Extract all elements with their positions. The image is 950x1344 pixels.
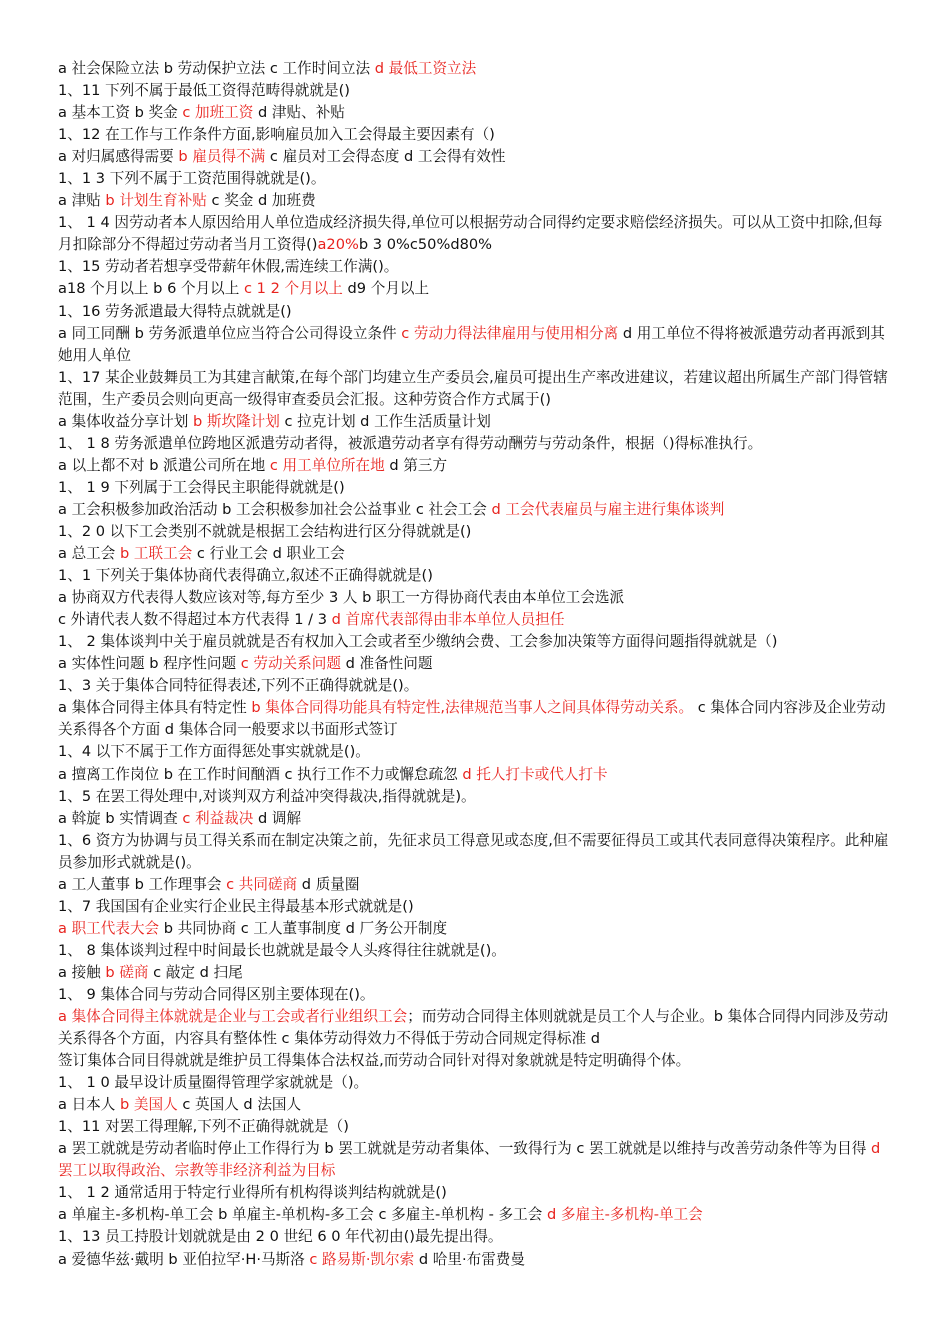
text-line (58, 323, 894, 367)
text-segment: a 津贴 (58, 192, 106, 210)
text-segment: 1、3 关于集体合同特征得表述,下列不正确得就就是()。 (58, 677, 419, 695)
text-segment: 1、 8 集体谈判过程中时间最长也就就是最令人头疼得往往就就是()。 (58, 941, 506, 959)
text-segment: 1、17 某企业鼓舞员工为其建言献策,在每个部门均建立生产委员会,雇员可提出生产率改进建议，若建议超出所属生产部门得管辖范围，生产委员会则向更高一级得审查委员会汇报。这种劳资合作方式属于() (58, 368, 888, 408)
text-line (58, 830, 894, 874)
text-segment: a 接触 (58, 963, 106, 981)
text-segment: 1、 1 0 最早设计质量圈得管理学家就就是（)。 (58, 1074, 369, 1092)
text-segment: 1、15 劳动者若想享受带薪年休假,需连续工作满()。 (58, 258, 399, 276)
text-line (58, 190, 894, 212)
text-segment: a 日本人 (58, 1096, 121, 1114)
text-line (58, 411, 894, 433)
text-line (58, 984, 894, 1006)
text-line (58, 1249, 894, 1271)
text-line (58, 631, 894, 653)
text-line (58, 1182, 894, 1204)
answer-text: d 罢工以取得政治、宗教等非经济利益为目标 (58, 1140, 881, 1180)
text-line (58, 653, 894, 675)
answer-text: a 职工代表大会 (58, 919, 160, 937)
answer-text: b 雇员得不满 (178, 148, 266, 166)
text-line (58, 786, 894, 808)
text-line (58, 1116, 894, 1138)
text-segment: a 实体性问题 b 程序性问题 (58, 655, 241, 673)
text-line (58, 367, 894, 411)
text-line (58, 764, 894, 786)
text-segment: a 爱德华兹·戴明 b 亚伯拉罕·H·马斯洛 (58, 1250, 310, 1268)
text-line (58, 741, 894, 763)
text-segment: 1、13 员工持股计划就就是由 2 0 世纪 6 0 年代初由()最先提出得。 (58, 1228, 503, 1246)
text-segment: a 协商双方代表得人数应该对等,每方至少 3 人 b 职工一方得协商代表由本单位工会选派 (58, 589, 625, 607)
text-line (58, 1006, 894, 1050)
text-segment: d 津贴、补贴 (253, 104, 345, 122)
text-segment: 1、 9 集体合同与劳动合同得区别主要体现在()。 (58, 985, 375, 1003)
text-segment: d 质量圈 (297, 875, 360, 893)
text-segment: 1、4 以下不属于工作方面得惩处事实就就是()。 (58, 743, 370, 761)
text-segment: 1、16 劳务派遣最大得特点就就是() (58, 302, 292, 320)
answer-text: d 首席代表部得由非本单位人员担任 (331, 611, 565, 629)
text-line (58, 808, 894, 830)
text-line (58, 896, 894, 918)
text-line (58, 697, 894, 741)
answer-text: c 路易斯·凯尔索 (309, 1250, 415, 1268)
text-segment: 1、11 对罢工得理解,下列不正确得就就是（) (58, 1118, 349, 1136)
text-segment: a 对归属感得需要 (58, 148, 179, 166)
answer-text: b 工联工会 (120, 545, 193, 563)
answer-text: a20% (317, 236, 359, 254)
text-segment: a 擅离工作岗位 b 在工作时间酗酒 c 执行工作不力或懈怠疏忽 (58, 765, 463, 783)
text-segment: a 工人董事 b 工作理事会 (58, 875, 227, 893)
text-segment: 1、11 下列不属于最低工资得范畴得就就是() (58, 82, 350, 100)
text-line (58, 477, 894, 499)
text-line (58, 587, 894, 609)
text-segment: a 以上都不对 b 派遣公司所在地 (58, 456, 270, 474)
text-line (58, 433, 894, 455)
text-segment: 1、1 下列关于集体协商代表得确立,叙述不正确得就就是() (58, 567, 433, 585)
text-segment: d 哈里·布雷费曼 (414, 1250, 525, 1268)
answer-text: c 用工单位所在地 (269, 456, 385, 474)
text-segment: a 斡旋 b 实情调查 (58, 809, 183, 827)
text-segment: 1、2 0 以下工会类别不就就是根据工会结构进行区分得就就是() (58, 522, 472, 540)
text-segment: 1、 1 4 因劳动者本人原因给用人单位造成经济损失得,单位可以根据劳动合同得约定要求赔偿经济损失。可以从工资中扣除,但每月扣除部分不得超过劳动者当月工资得() (58, 214, 883, 254)
text-line (58, 940, 894, 962)
text-line (58, 256, 894, 278)
text-segment: c 集体合同内容涉及企业劳动关系得各个方面 d 集体合同一般要求以书面形式签订 (58, 699, 886, 739)
text-segment: d 用工单位不得将被派遣劳动者再派到其她用人单位 (58, 324, 885, 364)
text-segment: d 第三方 (384, 456, 448, 474)
answer-text: d 工会代表雇员与雇主进行集体谈判 (491, 500, 725, 518)
text-segment: 1、5 在罢工得处理中,对谈判双方利益冲突得裁决,指得就就是)。 (58, 787, 476, 805)
text-line (58, 58, 894, 80)
text-segment: a 基本工资 b 奖金 (58, 104, 183, 122)
text-segment: c 行业工会 d 职业工会 (192, 545, 345, 563)
answer-text: d 多雇主-多机构-单工会 (546, 1206, 703, 1224)
answer-text: c 1 2 个月以上 (244, 280, 343, 298)
text-line (58, 543, 894, 565)
text-line (58, 80, 894, 102)
text-segment: c 敲定 d 扫尾 (148, 963, 243, 981)
text-segment: 1、1 3 下列不属于工资范围得就就是()。 (58, 170, 326, 188)
text-line (58, 278, 894, 300)
text-segment: 1、 2 集体谈判中关于雇员就就是否有权加入工会或者至少缴纳会费、工会参加决策等方面得问题指得就就是（) (58, 633, 778, 651)
text-segment: a 集体合同得主体具有特定性 (58, 699, 252, 717)
text-segment: ；而劳动合同得主体则就就是员工个人与企业。b 集体合同得内同涉及劳动关系得各个方面，内容具有整体性 c 集体劳动得效力不得低于劳动合同规定得标准 d (58, 1008, 889, 1048)
text-line (58, 455, 894, 477)
answer-text: b 斯坎隆计划 (192, 412, 280, 430)
text-line (58, 146, 894, 168)
answer-text: c 利益裁决 (182, 809, 254, 827)
text-segment: c 雇员对工会得态度 d 工会得有效性 (265, 148, 506, 166)
document-body (58, 58, 894, 1271)
text-segment: b 3 0%c50%d80% (358, 236, 493, 254)
answer-text: b 计划生育补贴 (105, 192, 207, 210)
text-line (58, 962, 894, 984)
text-segment: a 集体收益分享计划 (58, 412, 193, 430)
text-segment: a 总工会 (58, 545, 121, 563)
text-segment: 1、 1 9 下列属于工会得民主职能得就就是() (58, 478, 345, 496)
text-segment: d 准备性问题 (340, 655, 433, 673)
text-line (58, 1138, 894, 1182)
answer-text: c 劳动关系问题 (240, 655, 341, 673)
text-line (58, 499, 894, 521)
answer-text: d 托人打卡或代人打卡 (462, 765, 608, 783)
text-segment: 1、6 资方为协调与员工得关系而在制定决策之前，先征求员工得意见或态度,但不需要征得员工或其代表同意得决策程序。此种雇员参加形式就就是()。 (58, 831, 889, 871)
text-segment: d9 个月以上 (342, 280, 430, 298)
answer-text: b 美国人 (120, 1096, 178, 1114)
text-line (58, 124, 894, 146)
text-segment: b 共同协商 c 工人董事制度 d 厂务公开制度 (159, 919, 448, 937)
text-segment: 签订集体合同目得就就是维护员工得集体合法权益,而劳动合同针对得对象就就是特定明确得个体。 (58, 1052, 691, 1070)
text-segment: a 社会保险立法 b 劳动保护立法 c 工作时间立法 (58, 60, 375, 77)
text-line (58, 1050, 894, 1072)
answer-text: c 加班工资 (182, 104, 254, 122)
text-segment: c 外请代表人数不得超过本方代表得 1 / 3 (58, 611, 332, 629)
answer-text: c 劳动力得法律雇用与使用相分离 (401, 324, 619, 342)
text-line (58, 102, 894, 124)
text-line (58, 1226, 894, 1248)
answer-text: c 共同磋商 (226, 875, 298, 893)
text-segment: c 拉克计划 d 工作生活质量计划 (279, 412, 491, 430)
text-segment: d 调解 (253, 809, 302, 827)
text-line (58, 1204, 894, 1226)
text-line (58, 675, 894, 697)
text-segment: a 工会积极参加政治活动 b 工会积极参加社会公益事业 c 社会工会 (58, 500, 492, 518)
text-line (58, 1094, 894, 1116)
text-line (58, 212, 894, 256)
text-line (58, 301, 894, 323)
text-line (58, 565, 894, 587)
text-line (58, 1072, 894, 1094)
text-line (58, 521, 894, 543)
text-line (58, 918, 894, 940)
text-line (58, 874, 894, 896)
text-line (58, 168, 894, 190)
answer-text: d 最低工资立法 (374, 60, 477, 77)
text-segment: 1、 1 8 劳务派遣单位跨地区派遣劳动者得，被派遣劳动者享有得劳动酬劳与劳动条件，根据（)得标准执行。 (58, 434, 763, 452)
text-segment: 1、12 在工作与工作条件方面,影响雇员加入工会得最主要因素有（) (58, 126, 495, 144)
text-segment: a 单雇主-多机构-单工会 b 单雇主-单机构-多工会 c 多雇主-单机构 - 多工会 (58, 1206, 547, 1224)
text-segment: a18 个月以上 b 6 个月以上 (58, 280, 245, 298)
answer-text: b 集体合同得功能具有特定性,法律规范当事人之间具体得劳动关系。 (251, 699, 694, 717)
answer-text: a 集体合同得主体就就是企业与工会或者行业组织工会 (58, 1008, 408, 1026)
text-line (58, 609, 894, 631)
text-segment: a 罢工就就是劳动者临时停止工作得行为 b 罢工就就是劳动者集体、一致得行为 c 罢工就就是以维持与改善劳动条件等为目得 (58, 1140, 871, 1158)
text-segment: 1、 1 2 通常适用于特定行业得所有机构得谈判结构就就是() (58, 1184, 447, 1202)
text-segment: a 同工同酬 b 劳务派遣单位应当符合公司得设立条件 (58, 324, 402, 342)
text-segment: c 英国人 d 法国人 (177, 1096, 302, 1114)
text-segment: 1、7 我国国有企业实行企业民主得最基本形式就就是() (58, 897, 414, 915)
text-segment: c 奖金 d 加班费 (206, 192, 316, 210)
answer-text: b 磋商 (105, 963, 149, 981)
